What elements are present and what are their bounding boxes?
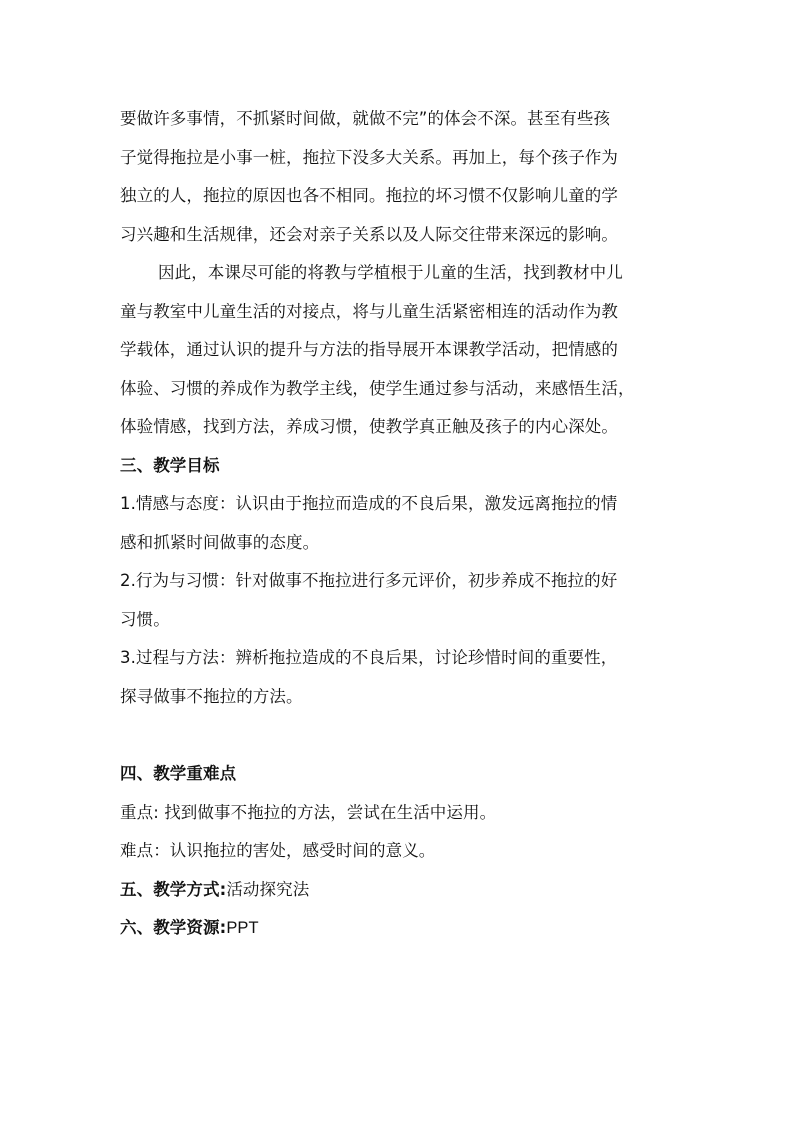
text-line: 童与教室中儿童生活的对接点，将与儿童生活紧密相连的活动作为教 bbox=[120, 301, 618, 321]
difficult-point-line: 难点：认识拖拉的害处，感受时间的意义。 bbox=[120, 841, 436, 860]
text-line: 因此，本课尽可能的将教与学植根于儿童的生活，找到教材中儿 bbox=[158, 263, 623, 282]
section-teaching-resources bbox=[120, 909, 684, 948]
section-teaching-method bbox=[120, 871, 684, 910]
teaching-resources-value: PPT bbox=[226, 919, 259, 937]
goal-line: 2.行为与习惯：针对做事不拖拉进行多元评价，初步养成不拖拉的好 bbox=[120, 571, 618, 590]
section-heading: 五、教学方式: bbox=[120, 879, 227, 899]
text-line: 习兴趣和生活规律，还会对亲子关系以及人际交往带来深远的影响。 bbox=[120, 224, 618, 244]
paragraph-design-rationale bbox=[120, 254, 684, 447]
goal-line: 1.情感与态度：认识由于拖拉而造成的不良后果，激发远离拖拉的情 bbox=[120, 494, 618, 513]
text-line: 子觉得拖拉是小事一桩，拖拉下没多大关系。再加上，每个孩子作为 bbox=[120, 147, 618, 167]
section-heading: 三、教学目标 bbox=[120, 455, 220, 475]
text-line: 独立的人，拖拉的原因也各不相同。拖拉的坏习惯不仅影响儿童的学 bbox=[120, 186, 618, 205]
section-heading: 四、教学重难点 bbox=[120, 764, 237, 783]
text-line: 要做许多事情，不抓紧时间做，就做不完”的体会不深。甚至有些孩 bbox=[120, 109, 611, 128]
key-point-line: 重点: 找到做事不拖拉的方法，尝试在生活中运用。 bbox=[120, 802, 497, 822]
section-key-difficult-points bbox=[120, 755, 684, 871]
text-line: 体验、习惯的养成作为教学主线，使学生通过参与活动，来感悟生活， bbox=[120, 378, 635, 398]
goal-line: 习惯。 bbox=[120, 609, 170, 629]
paragraph-intro-continued bbox=[120, 100, 684, 254]
section-teaching-goals bbox=[120, 447, 684, 717]
text-line: 体验情感，找到方法，养成习惯，使教学真正触及孩子的内心深处。 bbox=[120, 417, 618, 436]
goal-line: 探寻做事不拖拉的方法。 bbox=[120, 686, 303, 706]
blank-line bbox=[120, 716, 684, 755]
document-body bbox=[120, 100, 684, 948]
goal-line: 3.过程与方法：辨析拖拉造成的不良后果，讨论珍惜时间的重要性， bbox=[120, 648, 618, 667]
teaching-method-value: 活动探究法 bbox=[226, 879, 310, 899]
goal-line: 感和抓紧时间做事的态度。 bbox=[120, 532, 320, 552]
text-line: 学载体，通过认识的提升与方法的指导展开本课教学活动，把情感的 bbox=[120, 340, 618, 359]
section-heading: 六、教学资源: bbox=[120, 918, 227, 937]
